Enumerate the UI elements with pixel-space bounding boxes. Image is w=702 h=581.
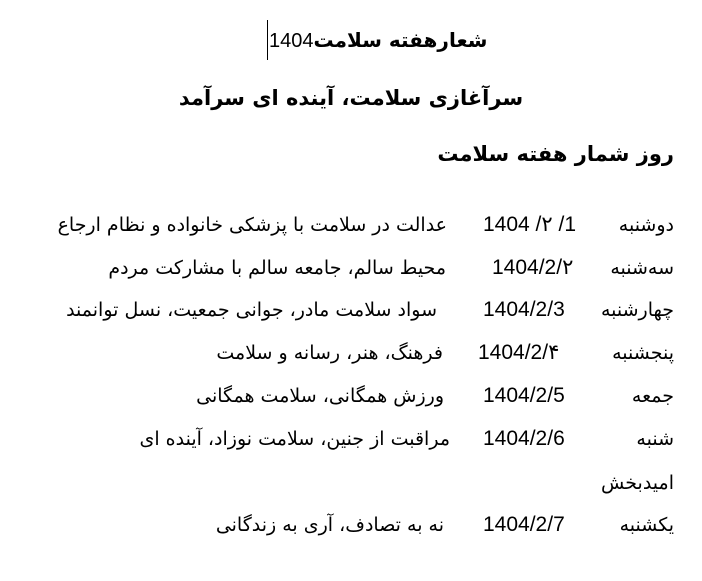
schedule-theme: عدالت در سلامت با پزشکی خانواده و نظام ارجاع bbox=[57, 214, 447, 236]
schedule-heading: روز شمار هفته سلامت bbox=[437, 142, 674, 166]
schedule-day: جمعه bbox=[631, 385, 674, 407]
schedule-row bbox=[0, 250, 702, 286]
schedule-day: دوشنبه bbox=[618, 214, 674, 236]
document-title bbox=[269, 26, 487, 55]
schedule-theme: سواد سلامت مادر، جوانی جمعیت، نسل توانمند bbox=[66, 299, 437, 321]
schedule-day: پنجشنبه bbox=[612, 342, 674, 364]
schedule-date: 1404/2/5 bbox=[483, 384, 565, 407]
schedule-row bbox=[0, 207, 702, 243]
schedule-theme: ورزش همگانی، سلامت همگانی bbox=[196, 385, 444, 407]
schedule-theme: نه به تصادف، آری به زندگانی bbox=[215, 514, 444, 536]
schedule-day: یکشنبه bbox=[619, 514, 674, 536]
schedule-day: چهارشنبه bbox=[600, 299, 674, 321]
schedule-date: 1404 /۲ /1 bbox=[483, 213, 577, 236]
title-year: 1404 bbox=[269, 30, 314, 52]
schedule-date: 1404/2/6 bbox=[483, 427, 565, 450]
schedule-theme: مراقبت از جنین، سلامت نوزاد، آینده ای bbox=[139, 428, 450, 450]
schedule-row bbox=[0, 335, 702, 371]
schedule-date: 1404/2/3 bbox=[483, 298, 565, 321]
schedule-row bbox=[0, 292, 702, 328]
schedule-date: 1404/2/۴ bbox=[478, 341, 560, 364]
title-text: شعارهفته سلامت bbox=[313, 28, 488, 52]
schedule-date: 1404/2/۲ bbox=[492, 256, 574, 279]
text-cursor bbox=[267, 20, 268, 60]
schedule-day: شنبه bbox=[636, 428, 674, 450]
schedule-row bbox=[0, 378, 702, 414]
schedule-row bbox=[0, 421, 702, 457]
schedule-theme: فرهنگ، هنر، رسانه و سلامت bbox=[216, 342, 443, 364]
schedule-day: سه‌شنبه bbox=[610, 257, 674, 279]
slogan: سرآغازی سلامت، آینده ای سرآمد bbox=[178, 86, 524, 110]
schedule-theme: محیط سالم، جامعه سالم با مشارکت مردم bbox=[108, 257, 446, 279]
schedule-date: 1404/2/7 bbox=[483, 513, 565, 536]
schedule-theme-continuation: امیدبخش bbox=[601, 472, 674, 494]
schedule-row bbox=[0, 507, 702, 543]
